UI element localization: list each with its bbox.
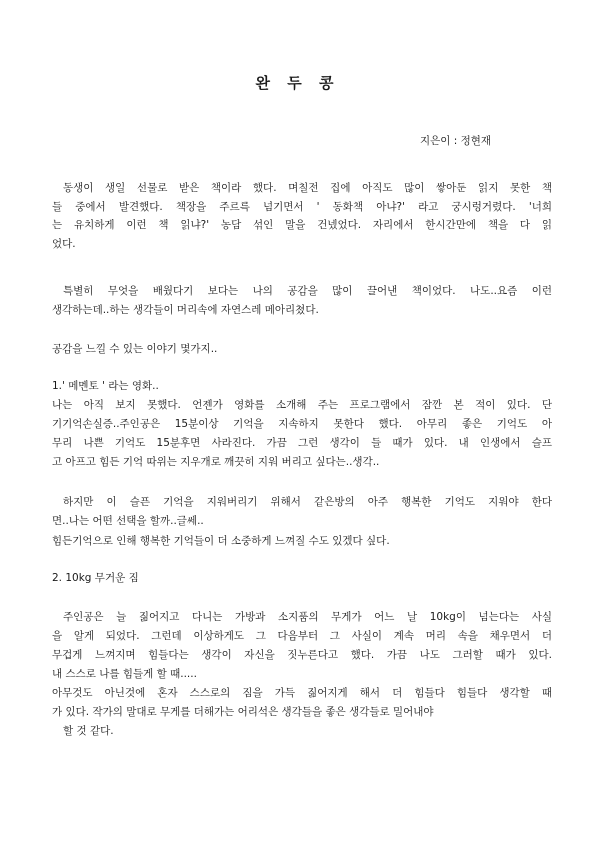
body-line: 고 아프고 힘든 기억 따위는 지우개로 깨끗히 지워 버리고 싶다는..생각.. — [52, 456, 380, 468]
body-line: 생각하는데..하는 생각들이 머리속에 자연스레 메아리쳤다. — [52, 304, 319, 316]
body-line: 무겁게 느껴지며 힘들다는 생각이 자신을 짓누른다고 했다. 가끔 나도 그러할 때가 있다. — [52, 649, 552, 661]
body-line: 었다. — [52, 238, 76, 250]
body-line: 을 알게 되었다. 그런데 이상하게도 그 다음부터 그 사실이 계속 머리 속을 채우면서 더 — [52, 630, 552, 642]
body-line: 는 유치하게 이런 책 읽냐?' 농담 섞인 말을 건넸었다. 자리에서 한시간만에 책을 다 읽 — [52, 219, 552, 231]
body-line: 들 중에서 발견했다. 책장을 주르륵 넘기면서 ' 동화책 아냐?' 라고 궁시렁거렸다. '너희 — [52, 201, 552, 213]
body-line: 할 것 같다. — [63, 725, 114, 737]
document-title: 완 두 콩 — [255, 74, 340, 92]
body-line: 동생이 생일 선물로 받은 책이라 했다. 며칠전 집에 아직도 많이 쌓아둔 읽지 못한 책 — [63, 182, 552, 194]
body-line: 내 스스로 나를 힘들게 할 때..... — [52, 668, 197, 680]
body-line: 무리 나쁜 기억도 15분후면 사라진다. 가끔 그런 생각이 들 때가 있다. 내 인생에서 슬프 — [52, 437, 552, 449]
body-line: 공감을 느낄 수 있는 이야기 몇가지.. — [52, 343, 218, 355]
body-line: 가 있다. 작가의 말대로 무게를 더해가는 어리석은 생각들을 좋은 생각들로 밀어내야 — [52, 706, 434, 718]
section-heading: 2. 10kg 무거운 짐 — [52, 572, 139, 584]
section-heading: 1.' 메멘토 ' 라는 영화.. — [52, 380, 159, 392]
body-line: 아무것도 아닌것에 혼자 스스로의 짐을 가득 짊어지게 해서 더 힘들다 힘들다 생각할 때 — [52, 687, 552, 699]
body-line: 하지만 이 슬픈 기억을 지워버리기 위해서 같은방의 아주 행복한 기억도 지워야 한다 — [63, 496, 552, 508]
body-line: 나는 아직 보지 못했다. 언젠가 영화를 소개해 주는 프로그램에서 잠깐 본 적이 있다. 단 — [52, 399, 552, 411]
author-line: 지은이 : 정현재 — [420, 135, 492, 147]
body-line: 주인공은 늘 짊어지고 다니는 가방과 소지품의 무게가 어느 날 10kg이 넘는다는 사실 — [63, 611, 552, 623]
body-line: 특별히 무엇을 배웠다기 보다는 나의 공감을 많이 끌어낸 책이었다. 나도..요즘 이런 — [63, 285, 552, 297]
body-line: 면..나는 어떤 선택을 할까..글쎄.. — [52, 515, 204, 527]
body-line: 기기억손실증..주인공은 15분이상 기억을 지속하지 못한다 했다. 아무리 좋은 기억도 아 — [52, 418, 552, 430]
body-line: 힘든기억으로 인해 행복한 기억들이 더 소중하게 느껴질 수도 있겠다 싶다. — [52, 535, 390, 547]
